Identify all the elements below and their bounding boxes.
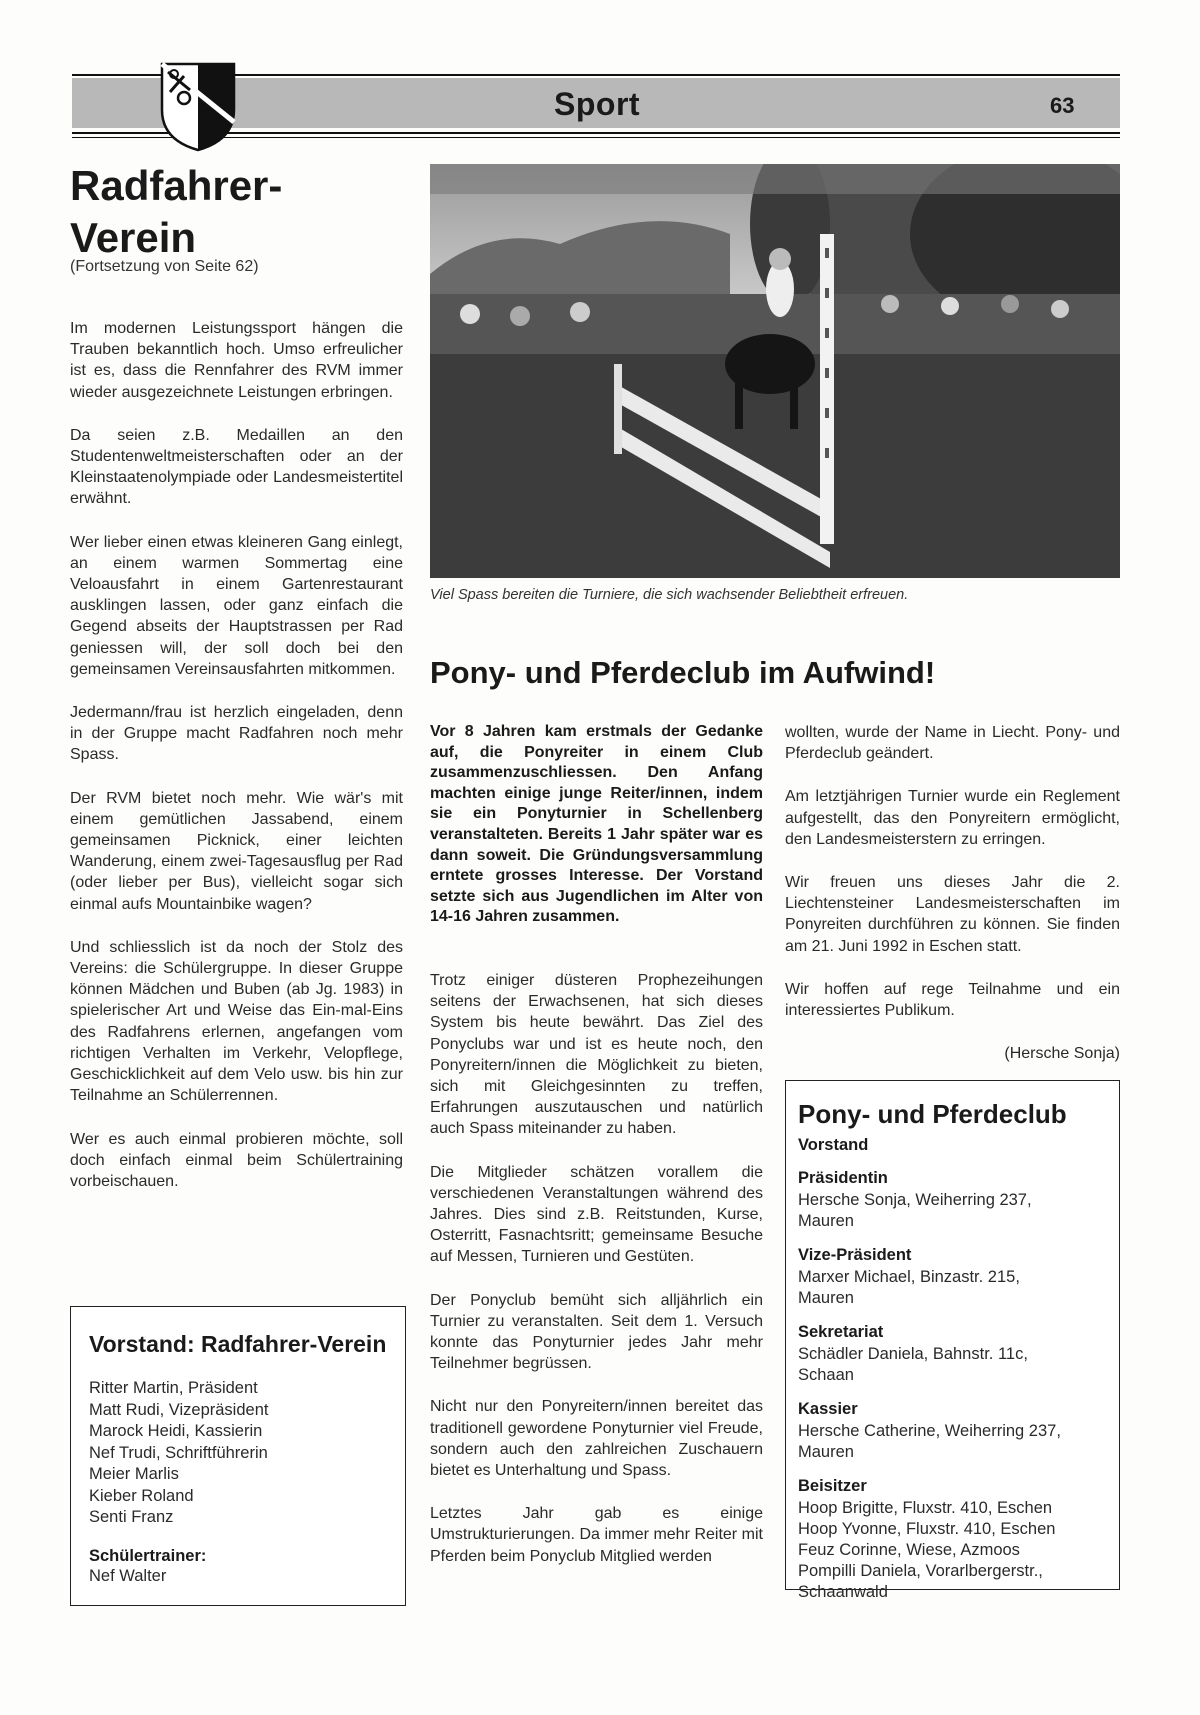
pony-paragraph: wollten, wurde der Name in Liecht. Pony- und Pferdeclub geändert. bbox=[785, 724, 1120, 763]
left-paragraph: Wer lieber einen etwas kleineren Gang einlegt, an einem warmen Sommertag eine Veloausfahrt in einem Gartenrestaurant ausklingen lassen, oder ganz einfach die Gegend abseits der Hauptstrassen per Rad geniessen will, der soll doch bei den gemeinsamen Vereinsausfahrten mitkommen. bbox=[70, 533, 403, 678]
pony-paragraph: Wir hoffen auf rege Teilnahme und ein interessiertes Publikum. bbox=[785, 980, 1120, 1020]
radfahrer-board-title: Vorstand: Radfahrer-Verein bbox=[89, 1331, 387, 1357]
author-signature: (Hersche Sonja) bbox=[1004, 1045, 1120, 1063]
role-holder-line: Hersche Catherine, Weiherring 237, bbox=[798, 1422, 1061, 1440]
role-holder-line: Hoop Yvonne, Fluxstr. 410, Eschen bbox=[798, 1520, 1056, 1538]
pony-paragraph: Letztes Jahr gab es einige Umstrukturierungen. Da immer mehr Reiter mit Pferden beim Ponyclub Mitglied werden bbox=[430, 1505, 763, 1565]
role-holder-line: Hoop Brigitte, Fluxstr. 410, Eschen bbox=[798, 1499, 1053, 1517]
role-holder-line: Mauren bbox=[798, 1212, 854, 1230]
municipal-crest-icon bbox=[160, 62, 236, 152]
left-title-line1: Radfahrer- bbox=[70, 162, 283, 209]
role-holder-line: Marxer Michael, Binzastr. 215, bbox=[798, 1268, 1020, 1286]
left-paragraph: Wer es auch einmal probieren möchte, soll doch einfach einmal beim Schülertraining vorbeischauen. bbox=[70, 1130, 403, 1190]
board-member: Nef Trudi, Schriftführerin bbox=[89, 1443, 268, 1462]
pony-paragraph: Wir freuen uns dieses Jahr die 2. Liechtensteiner Landesmeisterschaften im Ponyreiten durchführen zu können. Sie finden am 21. Juni 1992 in Eschen statt. bbox=[785, 874, 1120, 955]
role-label: Kassier bbox=[798, 1400, 858, 1418]
role-holder bbox=[798, 1190, 1119, 1232]
role-holder-line: Hersche Sonja, Weiherring 237, bbox=[798, 1191, 1032, 1209]
left-article-title bbox=[70, 160, 400, 264]
left-article-body bbox=[70, 318, 403, 1214]
pony-article-lead: Vor 8 Jahren kam erstmals der Gedanke auf, die Ponyreiter in einem Club zusammenzuschliessen. Den Anfang machten einige junge Reiter/innen, indem sie ein Ponyturnier in Schellenberg veranstalteten. Bereits 1 Jahr später war es dann soweit. Die Gründungsversammlung erntete grosses Interesse. Der Vorstand setzte sich aus Jugendlichen im Alter von 14-16 Jahren zusammen. bbox=[430, 723, 763, 926]
board-member: Kieber Roland bbox=[89, 1486, 194, 1505]
role-holder-line: Mauren bbox=[798, 1443, 854, 1461]
horse-jumping-photo bbox=[430, 164, 1120, 578]
role-holder bbox=[798, 1498, 1119, 1603]
pony-article-continued bbox=[785, 722, 1120, 1086]
role-holder-line: Pompilli Daniela, Vorarlbergerstr., bbox=[798, 1562, 1043, 1580]
pony-paragraph: Am letztjährigen Turnier wurde ein Reglement aufgestellt, das den Ponyreitern ermöglicht, den Landesmeisterstern zu erringen. bbox=[785, 788, 1120, 848]
role-holder-line: Schädler Daniela, Bahnstr. 11c, bbox=[798, 1345, 1028, 1363]
left-paragraph: Und schliesslich ist da noch der Stolz des Vereins: die Schülergruppe. In dieser Gruppe können Mädchen und Buben (ab Jg. 1983) in spielerischer Art und Weise das Ein-mal-Eins des Radfahrens erlernen, angefangen vom richtigen Verhalten im Verkehr, Velopflege, Geschicklichkeit auf dem Velo usw. bis hin zur Teilnahme an Schülerrennen. bbox=[70, 938, 403, 1105]
role-holder-line: Feuz Corinne, Wiese, Azmoos bbox=[798, 1541, 1020, 1559]
pony-club-box-subtitle: Vorstand bbox=[798, 1136, 869, 1154]
pony-club-board-box bbox=[785, 1080, 1120, 1601]
trainer-label: Schülertrainer: bbox=[89, 1546, 207, 1565]
page-number: 63 bbox=[1050, 93, 1075, 118]
left-paragraph: Der RVM bietet noch mehr. Wie wär's mit einem gemütlichen Jassabend, einem gemeinsamen Picknick, einer leichten Wanderung, einem zwei-Tagesausflug per Rad (oder lieber per Bus), vielleicht sogar sich einmal aufs Mountainbike wagen? bbox=[70, 789, 403, 913]
left-paragraph: Im modernen Leistungssport hängen die Trauben bekanntlich hoch. Umso erfreulicher ist es, dass die Rennfahrer des RVM immer wieder ausgezeichnete Leistungen erbringen. bbox=[70, 320, 403, 401]
left-paragraph: Da seien z.B. Medaillen an den Studentenweltmeisterschaften oder an der Kleinstaatenolympiade oder Landesmeistertitel erwähnt. bbox=[70, 426, 403, 508]
pony-club-box-title: Pony- und Pferdeclub bbox=[798, 1099, 1067, 1129]
role-holder bbox=[798, 1267, 1119, 1309]
role-label: Sekretariat bbox=[798, 1323, 884, 1341]
radfahrer-board-box bbox=[70, 1306, 406, 1606]
photo-illustration bbox=[430, 164, 1120, 578]
continuation-note: (Fortsetzung von Seite 62) bbox=[70, 258, 259, 275]
section-title: Sport bbox=[554, 86, 641, 122]
left-paragraph: Jedermann/frau ist herzlich eingeladen, denn in der Gruppe macht Radfahren noch mehr Spass. bbox=[70, 704, 403, 764]
role-label: Vize-Präsident bbox=[798, 1246, 912, 1264]
role-label: Präsidentin bbox=[798, 1169, 888, 1187]
pony-paragraph: Die Mitglieder schätzen vorallem die verschiedenen Veranstaltungen während des Jahres. Dies sind z.B. Reitstunden, Kurse, Osterritt, Fasnachtsritt; gemeinsame Besuche auf Messen, Turnieren und Gestüten. bbox=[430, 1163, 763, 1266]
role-holder-line: Schaanwald bbox=[798, 1583, 888, 1601]
pony-article-title: Pony- und Pferdeclub im Aufwind! bbox=[430, 655, 936, 690]
role-holder bbox=[798, 1344, 1119, 1386]
trainer-name: Nef Walter bbox=[89, 1566, 167, 1585]
board-member: Senti Franz bbox=[89, 1508, 174, 1526]
role-label: Beisitzer bbox=[798, 1477, 867, 1495]
pony-paragraph: Der Ponyclub bemüht sich alljährlich ein Turnier zu veranstalten. Seit dem 1. Versuch konnte das Ponyturnier jedes Jahr mehr Teilnehmer begrüssen. bbox=[430, 1291, 763, 1373]
board-member: Meier Marlis bbox=[89, 1465, 179, 1483]
pony-paragraph: Trotz einiger düsteren Prophezeihungen seitens der Erwachsenen, hat sich dieses System bis heute bewährt. Das Ziel des Ponyclubs war und ist es heute noch, den Ponyreitern/innen die Möglichkeit zu bieten, sich mit Gleichgesinnten zu treffen, Erfahrungen auszutauschen und natürlich auch Spass miteinander zu haben. bbox=[430, 972, 763, 1138]
board-member: Matt Rudi, Vizepräsident bbox=[89, 1400, 269, 1419]
role-holder-line: Mauren bbox=[798, 1289, 854, 1307]
pony-article-body bbox=[430, 970, 763, 1589]
left-title-line2: Verein bbox=[70, 214, 197, 261]
role-holder bbox=[798, 1421, 1119, 1463]
photo-caption: Viel Spass bereiten die Turniere, die sich wachsender Beliebtheit erfreuen. bbox=[430, 587, 909, 603]
pony-paragraph: Nicht nur den Ponyreitern/innen bereitet das traditionell gewordene Ponyturnier viel Freude, sondern auch den zahlreichen Zuschauern bietet es Unterhaltung und Spass. bbox=[430, 1398, 763, 1480]
radfahrer-board-list bbox=[89, 1378, 405, 1529]
board-member: Ritter Martin, Präsident bbox=[89, 1379, 258, 1397]
board-member: Marock Heidi, Kassierin bbox=[89, 1422, 263, 1440]
role-holder-line: Schaan bbox=[798, 1366, 854, 1384]
